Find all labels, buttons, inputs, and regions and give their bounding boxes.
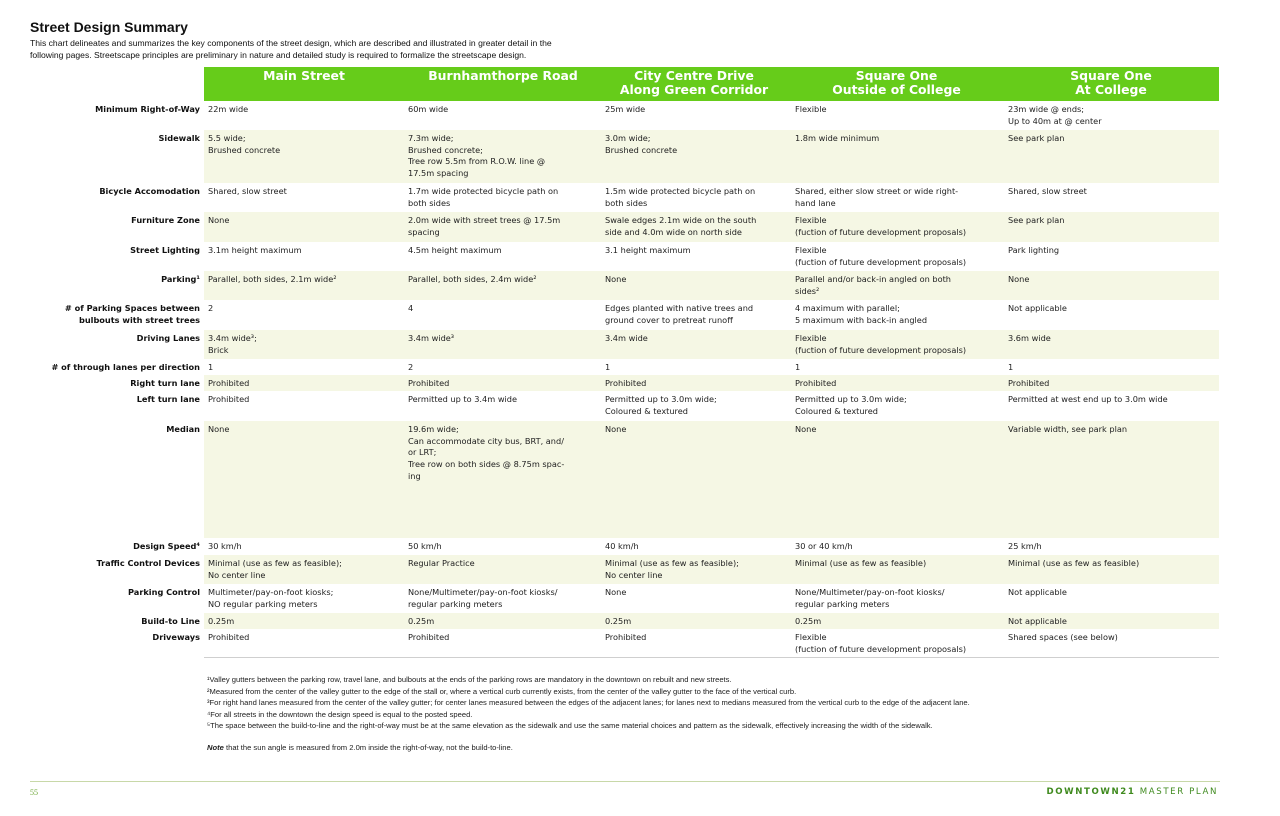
note-line <box>207 742 1207 754</box>
table-cell-line: 22m wide <box>208 104 249 114</box>
row-label-line: bulbouts with street trees <box>78 314 200 325</box>
column-header-line: Square One <box>1070 68 1152 83</box>
table-cell-line: See park plan <box>1008 133 1065 143</box>
table-cell-line: Permitted up to 3.0m wide; <box>605 394 717 404</box>
table-cell-line: Can accommodate city bus, BRT, and/ <box>408 435 564 446</box>
table-cell <box>208 632 249 644</box>
table-cell <box>208 303 213 315</box>
table-cell-line: 17.5m spacing <box>408 168 469 179</box>
row-band <box>204 421 1219 538</box>
table-cell-line: side and 4.0m wide on north side <box>605 226 742 237</box>
row-label <box>0 303 200 326</box>
table-cell <box>1008 362 1013 374</box>
footnote: ¹Valley gutters between the parking row, travel lane, and bulbouts at the ends of the parking rows are mandatory in the downtown on rebuilt and new streets. <box>207 675 732 684</box>
table-cell-line: 25m wide <box>605 104 646 114</box>
row-label <box>0 104 200 116</box>
table-cell <box>795 362 800 374</box>
brand-subtitle: MASTER PLAN <box>1139 787 1218 797</box>
table-cell-line: Prohibited <box>208 378 250 388</box>
row-band <box>204 130 1219 183</box>
row-label <box>0 541 200 553</box>
row-label <box>0 274 200 286</box>
footnotes <box>207 674 1207 753</box>
table-cell-line: None/Multimeter/pay-on-foot kiosks/ <box>408 587 558 597</box>
column-header-line: City Centre Drive <box>634 68 754 83</box>
table-cell-line: Prohibited <box>795 378 837 388</box>
table-cell <box>208 362 213 374</box>
table-cell-line: Shared spaces (see below) <box>1008 632 1118 642</box>
table-cell-line: None <box>208 424 230 434</box>
table-cell-line: 4 <box>408 303 414 313</box>
table-cell-line: Brushed concrete <box>208 144 281 155</box>
table-cell-line: None <box>795 424 817 434</box>
table-cell-line: ing <box>408 470 421 481</box>
table-cell-line: 5 maximum with back-in angled <box>795 314 928 325</box>
footnote: ⁴For all streets in the downtown the design speed is equal to the posted speed. <box>207 709 473 719</box>
table-cell-line: No center line <box>208 569 266 580</box>
table-cell <box>605 333 648 345</box>
table-cell <box>795 632 966 655</box>
table-cell-line: 25 km/h <box>1008 541 1042 551</box>
table-cell-line: (fuction of future development proposals) <box>795 256 967 267</box>
table-cell <box>605 215 756 238</box>
table-cell-line: 4.5m height maximum <box>408 245 502 255</box>
row-label-line: Design Speed⁴ <box>133 541 200 551</box>
table-cell-line: Prohibited <box>605 632 647 642</box>
table-cell <box>1008 632 1118 644</box>
table-cell-line: Prohibited <box>408 378 450 388</box>
column-header-line: Along Green Corridor <box>619 82 769 97</box>
table-cell-line: Not applicable <box>1008 587 1067 597</box>
table-cell-line: None <box>605 424 627 434</box>
row-label <box>0 245 200 257</box>
table-cell-line: Tree row 5.5m from R.O.W. line @ <box>408 156 546 167</box>
column-header <box>1003 69 1219 99</box>
table-cell <box>408 104 448 116</box>
table-cell <box>795 186 958 209</box>
row-label <box>0 133 200 145</box>
row-label <box>0 616 200 628</box>
table-cell <box>408 587 557 610</box>
row-label <box>0 362 200 374</box>
table-cell-line: regular parking meters <box>408 598 503 609</box>
footnote: ³For right hand lanes measured from the center of the valley gutter; for center lanes measured between the edges of the adjacent lanes; for lanes next to medians measured from the vertical curb to the edge of the adjacent lane. <box>207 698 970 707</box>
row-label <box>0 424 200 436</box>
table-cell-line: (fuction of future development proposals) <box>795 643 967 654</box>
table-cell-line: See park plan <box>1008 215 1065 225</box>
table-cell <box>605 378 646 390</box>
table-cell <box>605 587 626 599</box>
table-cell-line: 2.0m wide with street trees @ 17.5m <box>408 215 561 225</box>
table-cell-line: Shared, slow street <box>208 186 287 196</box>
table-cell <box>208 104 248 116</box>
table-cell-line: spacing <box>408 226 440 237</box>
column-header-line: Square One <box>855 68 938 83</box>
table-cell-line: Prohibited <box>1008 378 1050 388</box>
table-cell <box>1008 303 1067 315</box>
table-cell <box>408 133 545 180</box>
table-cell <box>605 133 677 156</box>
table-cell-line: Permitted up to 3.0m wide; <box>795 394 907 404</box>
table-cell <box>408 424 564 483</box>
note-text: that the sun angle is measured from 2.0m inside the right-of-way, not the build-to-line. <box>223 742 513 752</box>
table-cell-line: 1.7m wide protected bicycle path on <box>408 186 559 196</box>
column-header-line: Outside of College <box>832 82 961 97</box>
table-cell <box>208 424 229 436</box>
table-cell <box>208 333 257 356</box>
table-cell-line: 3.4m wide <box>605 333 648 343</box>
table-cell <box>795 303 927 326</box>
table-cell-line: Regular Practice <box>408 558 475 568</box>
table-cell <box>795 587 944 610</box>
row-label <box>0 558 200 570</box>
table-cell <box>795 333 966 356</box>
table-cell <box>408 245 502 257</box>
table-cell <box>208 394 249 406</box>
table-cell-line: both sides <box>408 197 451 208</box>
table-cell-line: None <box>208 215 230 225</box>
column-header-line: At College <box>1075 82 1147 97</box>
table-cell <box>208 215 229 227</box>
table-cell-line: None/Multimeter/pay-on-foot kiosks/ <box>795 587 945 597</box>
table-cell-line: Minimal (use as few as feasible) <box>795 558 927 568</box>
row-label-line: Bicycle Accomodation <box>99 186 200 196</box>
table-cell <box>795 616 821 628</box>
table-cell-line: 5.5 wide; <box>208 133 246 143</box>
table-cell-line: None <box>1008 274 1030 284</box>
table-cell <box>795 558 926 570</box>
table-cell <box>1008 215 1064 227</box>
table-cell <box>795 541 853 553</box>
table-cell-line: Up to 40m at @ center <box>1008 115 1102 126</box>
row-label-line: # of Parking Spaces between <box>64 303 200 313</box>
table-cell <box>208 133 280 156</box>
table-cell <box>408 333 454 345</box>
table-cell <box>208 378 249 390</box>
table-cell-line: Prohibited <box>208 394 250 404</box>
table-cell-line: Brick <box>208 344 229 355</box>
table-cell-line: 0.25m <box>795 616 822 626</box>
table-cell-line: 3.6m wide <box>1008 333 1051 343</box>
table-cell-line: Shared, slow street <box>1008 186 1087 196</box>
column-header-line: Main Street <box>263 68 345 83</box>
table-cell-line: Coloured & textured <box>795 405 878 416</box>
table-cell-line: (fuction of future development proposals) <box>795 226 967 237</box>
table-cell-line: Minimal (use as few as feasible); <box>605 558 739 568</box>
table-cell-line: 2 <box>408 362 414 372</box>
table-cell <box>208 541 242 553</box>
table-cell-line: Parallel and/or back-in angled on both <box>795 274 951 284</box>
table-cell-line: None <box>605 587 627 597</box>
table-cell <box>795 104 827 116</box>
table-cell-line: 3.0m wide; <box>605 133 651 143</box>
table-cell-line: Permitted up to 3.4m wide <box>408 394 518 404</box>
table-cell <box>208 274 337 286</box>
table-cell-line: 3.4m wide³; <box>208 333 257 343</box>
table-cell-line: Prohibited <box>605 378 647 388</box>
table-cell <box>605 616 631 628</box>
brand-name: DOWNTOWN21 <box>1046 787 1136 797</box>
column-header <box>204 69 404 99</box>
table-cell <box>408 632 449 644</box>
table-cell <box>208 587 333 610</box>
table-cell <box>408 541 442 553</box>
table-cell-line: hand lane <box>795 197 836 208</box>
table-cell <box>1008 133 1064 145</box>
row-label <box>0 186 200 198</box>
row-label-line: Sidewalk <box>158 133 200 143</box>
table-cell-line: Not applicable <box>1008 303 1067 313</box>
table-cell-line: 50 km/h <box>408 541 442 551</box>
table-cell-line: 7.3m wide; <box>408 133 454 143</box>
table-cell <box>795 215 966 238</box>
table-cell <box>605 274 626 286</box>
row-label-line: Median <box>166 424 200 434</box>
table-cell <box>1008 333 1051 345</box>
table-cell <box>605 186 755 209</box>
table-cell <box>1008 394 1168 406</box>
table-cell <box>795 424 816 436</box>
table-cell-line: 30 or 40 km/h <box>795 541 853 551</box>
table-cell <box>1008 245 1059 257</box>
table-cell <box>1008 541 1042 553</box>
table-cell <box>605 104 645 116</box>
row-label <box>0 632 200 644</box>
brand-footer <box>1047 787 1218 797</box>
table-cell <box>605 394 717 417</box>
table-cell-line: both sides <box>605 197 648 208</box>
table-cell <box>408 362 413 374</box>
row-band <box>204 271 1219 300</box>
table-cell-line: Edges planted with native trees and <box>605 303 754 313</box>
table-cell <box>408 378 449 390</box>
table-cell <box>1008 186 1087 198</box>
row-label <box>0 587 200 599</box>
intro-text <box>30 37 730 61</box>
table-cell-line: No center line <box>605 569 663 580</box>
table-cell <box>208 558 342 581</box>
table-cell-line: Parallel, both sides, 2.1m wide² <box>208 274 337 284</box>
table-cell-line: Minimal (use as few as feasible); <box>208 558 342 568</box>
table-cell-line: 3.1m height maximum <box>208 245 302 255</box>
table-cell-line: (fuction of future development proposals) <box>795 344 967 355</box>
table-cell <box>1008 378 1049 390</box>
table-cell-line: 60m wide <box>408 104 449 114</box>
table-cell-line: 3.1 height maximum <box>605 245 691 255</box>
page-title: Street Design Summary <box>30 19 188 35</box>
table-cell <box>605 424 626 436</box>
table-bottom-line <box>204 657 1219 658</box>
table-cell <box>795 133 879 145</box>
row-label <box>0 378 200 390</box>
table-cell-line: Variable width, see park plan <box>1008 424 1128 434</box>
table-cell <box>795 245 966 268</box>
table-cell <box>795 378 836 390</box>
table-cell-line: 1 <box>605 362 611 372</box>
table-cell-line: Minimal (use as few as feasible) <box>1008 558 1140 568</box>
row-label <box>0 215 200 227</box>
table-cell <box>408 215 560 238</box>
row-label-line: Driving Lanes <box>136 333 200 343</box>
table-cell <box>605 632 646 644</box>
row-band <box>204 330 1219 359</box>
table-cell-line: Flexible <box>795 245 827 255</box>
row-label-line: Parking¹ <box>161 274 200 284</box>
table-cell <box>208 245 302 257</box>
row-label-line: Left turn lane <box>136 394 200 404</box>
table-cell-line: or LRT; <box>408 447 437 458</box>
row-band <box>204 375 1219 391</box>
table-cell-line: 40 km/h <box>605 541 639 551</box>
table-cell-line: Not applicable <box>1008 616 1067 626</box>
table-cell-line: Permitted at west end up to 3.0m wide <box>1008 394 1168 404</box>
row-label-line: Driveways <box>152 632 200 642</box>
table-cell-line: 4 maximum with parallel; <box>795 303 900 313</box>
row-label <box>0 333 200 345</box>
table-cell-line: Flexible <box>795 215 827 225</box>
table-cell-line: Prohibited <box>208 632 250 642</box>
row-label-line: Street Lighting <box>130 245 200 255</box>
table-cell <box>408 558 475 570</box>
column-header <box>790 69 1003 99</box>
column-header <box>408 69 598 99</box>
table-cell <box>1008 558 1139 570</box>
footnote: ²Measured from the center of the valley gutter to the edge of the stall or, where a vertical curb currently exists, from the center of the valley gutter to the face of the vertical curb. <box>207 686 797 696</box>
table-cell <box>1008 274 1029 286</box>
table-cell-line: 19.6m wide; <box>408 424 459 434</box>
table-cell-line: Flexible <box>795 333 827 343</box>
table-cell <box>408 186 558 209</box>
table-cell-line: 30 km/h <box>208 541 242 551</box>
table-cell-line: 23m wide @ ends; <box>1008 104 1085 114</box>
row-label-line: Parking Control <box>128 587 200 597</box>
intro-line: following pages. Streetscape principles are preliminary in nature and detailed study is required to formalize the streetscape design. <box>30 50 527 60</box>
table-cell <box>1008 424 1127 436</box>
table-cell-line: Parallel, both sides, 2.4m wide² <box>408 274 537 284</box>
row-label-line: Build-to Line <box>141 616 200 626</box>
table-cell <box>208 186 287 198</box>
table-cell-line: Flexible <box>795 632 827 642</box>
intro-line: This chart delineates and summarizes the key components of the street design, which are described and illustrated in greater detail in the <box>30 38 552 48</box>
table-cell-line: 0.25m <box>408 616 435 626</box>
table-cell <box>605 303 753 326</box>
table-cell <box>795 274 951 297</box>
table-cell-line: 1.8m wide minimum <box>795 133 880 143</box>
row-label-line: Right turn lane <box>130 378 200 388</box>
table-cell-line: 3.4m wide³ <box>408 333 455 343</box>
table-cell-line: Flexible <box>795 104 827 114</box>
row-label <box>0 394 200 406</box>
table-cell-line: Park lighting <box>1008 245 1060 255</box>
table-cell-line: 2 <box>208 303 214 313</box>
table-cell <box>605 245 691 257</box>
table-cell <box>795 394 907 417</box>
table-cell-line: Swale edges 2.1m wide on the south <box>605 215 757 225</box>
table-cell <box>1008 104 1102 127</box>
table-cell <box>605 541 639 553</box>
table-cell <box>605 362 610 374</box>
table-cell-line: 1.5m wide protected bicycle path on <box>605 186 756 196</box>
page-number: 55 <box>30 788 38 797</box>
note-label: Note <box>207 742 224 752</box>
table-cell-line: ground cover to pretreat runoff <box>605 314 733 325</box>
row-label-line: Minimum Right-of-Way <box>95 104 200 114</box>
table-cell-line: regular parking meters <box>795 598 890 609</box>
table-cell-line: Prohibited <box>408 632 450 642</box>
table-cell <box>208 616 234 628</box>
table-cell <box>1008 616 1067 628</box>
footer-divider <box>30 781 1220 782</box>
table-cell-line: Tree row on both sides @ 8.75m spac- <box>408 459 565 470</box>
table-cell <box>408 274 537 286</box>
table-cell-line: Multimeter/pay-on-foot kiosks; <box>208 587 334 597</box>
footnote: ⁵The space between the build-to-line and the right-of-way must be at the same elevation as the sidewalk and use the same material choices and pattern as the sidewalk, effectively increasing the width of the sidewalk. <box>207 721 933 730</box>
table-cell-line: 0.25m <box>208 616 235 626</box>
table-cell <box>1008 587 1067 599</box>
row-label-line: # of through lanes per direction <box>51 362 200 372</box>
table-cell-line: None <box>605 274 627 284</box>
table-cell <box>408 394 517 406</box>
table-cell-line: 0.25m <box>605 616 632 626</box>
row-label-line: Traffic Control Devices <box>96 558 200 568</box>
table-cell <box>605 558 739 581</box>
table-cell-line: sides² <box>795 285 820 296</box>
table-cell-line: NO regular parking meters <box>208 598 318 609</box>
table-cell-line: 1 <box>795 362 801 372</box>
column-header-line: Burnhamthorpe Road <box>428 68 578 83</box>
column-header <box>598 69 790 99</box>
row-label-line: Furniture Zone <box>131 215 200 225</box>
table-cell-line: 1 <box>1008 362 1014 372</box>
table-cell-line: Coloured & textured <box>605 405 688 416</box>
table-cell-line: Brushed concrete <box>605 144 678 155</box>
table-cell-line: Shared, either slow street or wide right- <box>795 186 959 196</box>
table-cell <box>408 616 434 628</box>
table-cell-line: 1 <box>208 362 214 372</box>
table-cell-line: Brushed concrete; <box>408 144 483 155</box>
table-cell <box>408 303 413 315</box>
